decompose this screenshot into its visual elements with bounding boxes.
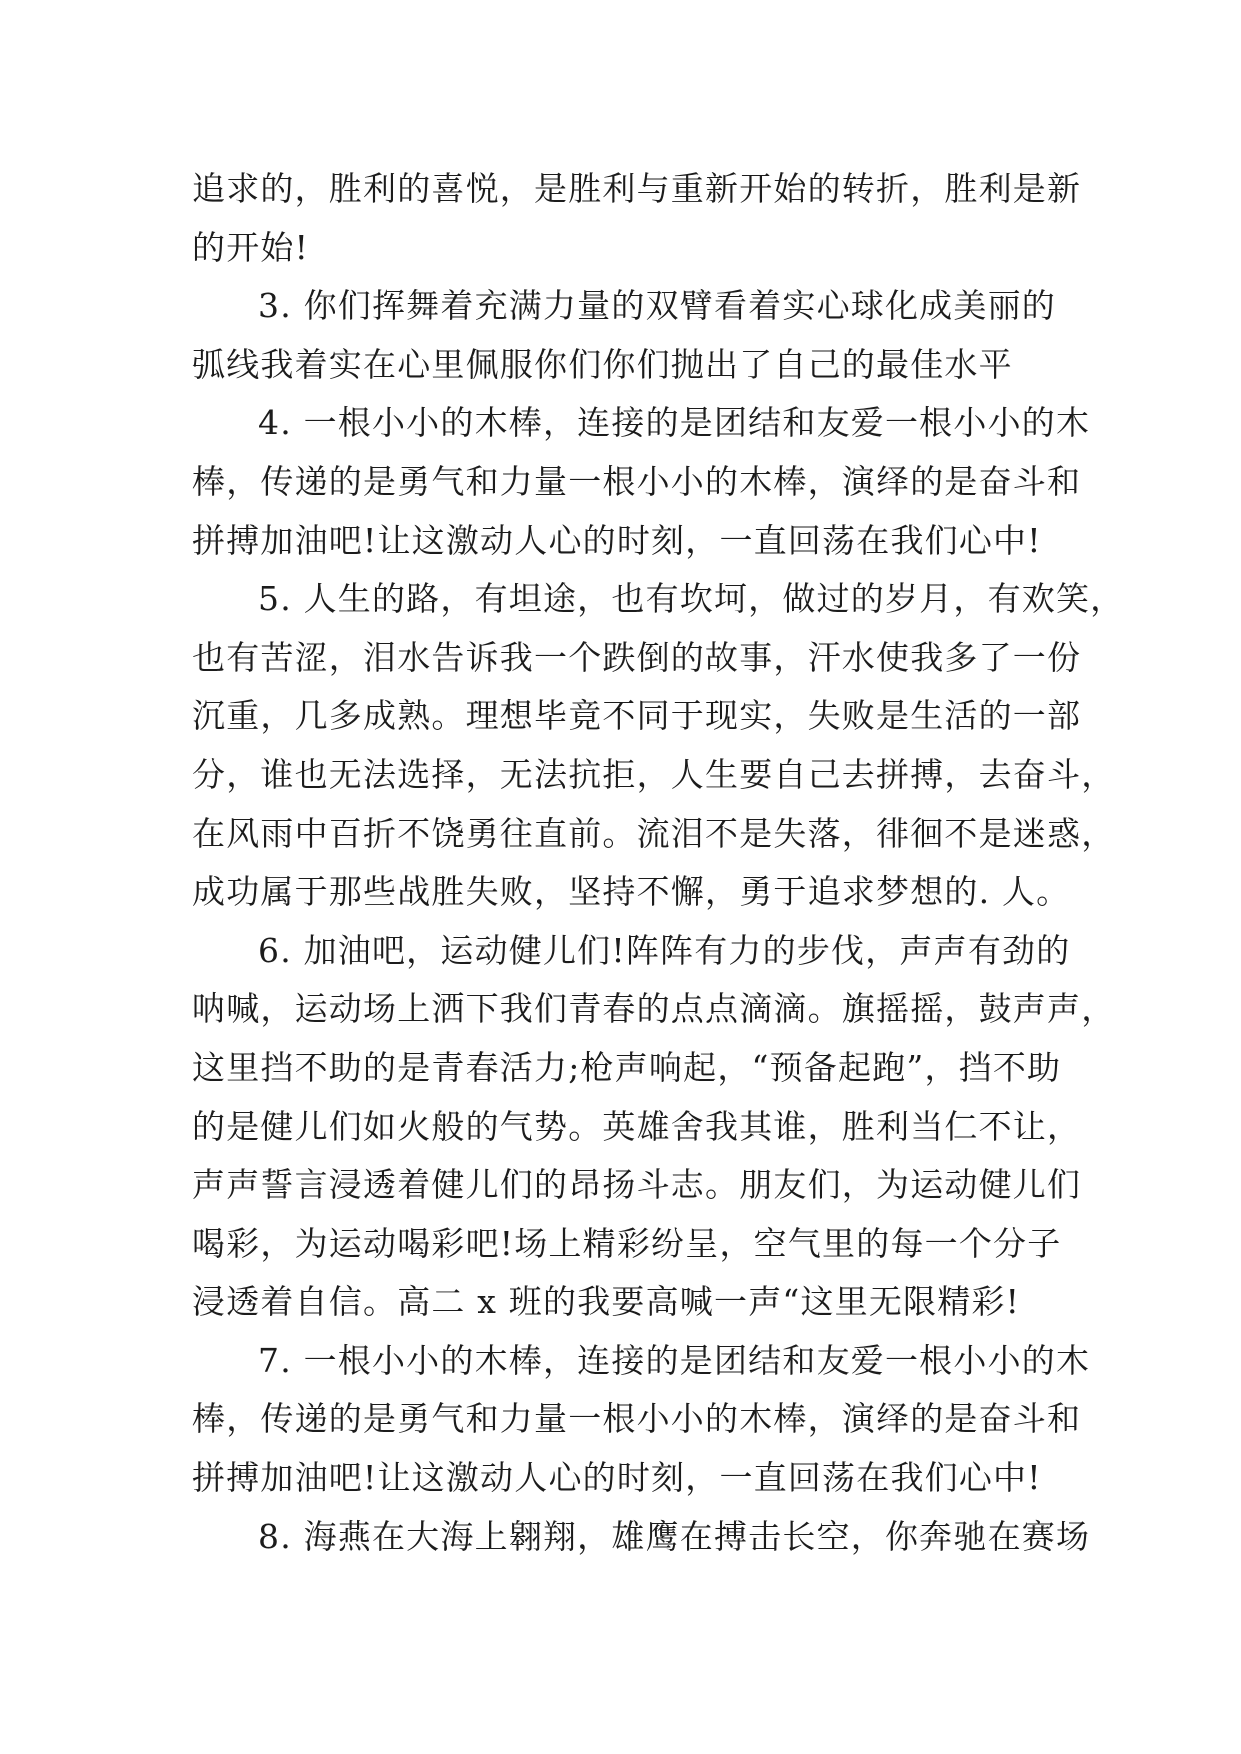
- paragraph-3-start: 3. 你们挥舞着充满力量的双臂看着实心球化成美丽的: [258, 286, 1056, 326]
- text-line: 成功属于那些战胜失败，坚持不懈，勇于追求梦想的. 人。: [192, 872, 1071, 912]
- paragraph-6-start: 6. 加油吧，运动健儿们!阵阵有力的步伐，声声有劲的: [258, 930, 1071, 970]
- text-line: 呐喊，运动场上洒下我们青春的点点滴滴。旗摇摇，鼓声声，: [192, 989, 1116, 1029]
- text-line: 分，谁也无法选择，无法抗拒，人生要自己去拼搏，去奋斗，: [192, 754, 1116, 794]
- text-line: 棒，传递的是勇气和力量一根小小的木棒，演绎的是奋斗和: [192, 1399, 1082, 1439]
- text-line: 拼搏加油吧!让这激动人心的时刻，一直回荡在我们心中!: [192, 1458, 1042, 1498]
- paragraph-4-start: 4. 一根小小的木棒，连接的是团结和友爱一根小小的木: [258, 403, 1091, 443]
- text-line: 棒，传递的是勇气和力量一根小小的木棒，演绎的是奋斗和: [192, 461, 1082, 501]
- text-line: 沉重，几多成熟。理想毕竟不同于现实，失败是生活的一部: [192, 696, 1082, 736]
- text-line: 喝彩，为运动喝彩吧!场上精彩纷呈，空气里的每一个分子: [192, 1223, 1062, 1263]
- text-line: 在风雨中百折不饶勇往直前。流泪不是失落，徘徊不是迷惑，: [192, 813, 1116, 853]
- text-line: 弧线我着实在心里佩服你们你们抛出了自己的最佳水平: [192, 344, 1013, 384]
- paragraph-7-start: 7. 一根小小的木棒，连接的是团结和友爱一根小小的木: [258, 1340, 1091, 1380]
- text-line: 这里挡不助的是青春活力;枪声响起，“预备起跑”，挡不助: [192, 1047, 1062, 1087]
- document-body: [192, 160, 1125, 1566]
- paragraph-8-start: 8. 海燕在大海上翱翔，雄鹰在搏击长空，你奔驰在赛场: [258, 1516, 1091, 1556]
- text-line: 浸透着自信。高二 x 班的我要高喊一声“这里无限精彩!: [192, 1282, 1021, 1322]
- text-line: 也有苦涩，泪水告诉我一个跌倒的故事，汗水使我多了一份: [192, 637, 1082, 677]
- text-line: 声声誓言浸透着健儿们的昂扬斗志。朋友们，为运动健儿们: [192, 1165, 1082, 1205]
- text-line: 的开始!: [192, 227, 310, 267]
- text-line: 拼搏加油吧!让这激动人心的时刻，一直回荡在我们心中!: [192, 520, 1042, 560]
- text-line: 的是健儿们如火般的气势。英雄舍我其谁，胜利当仁不让，: [192, 1106, 1082, 1146]
- paragraph-5-start: 5. 人生的路，有坦途，也有坎坷，做过的岁月，有欢笑，: [258, 579, 1125, 619]
- text-line: 追求的，胜利的喜悦，是胜利与重新开始的转折，胜利是新: [192, 169, 1082, 208]
